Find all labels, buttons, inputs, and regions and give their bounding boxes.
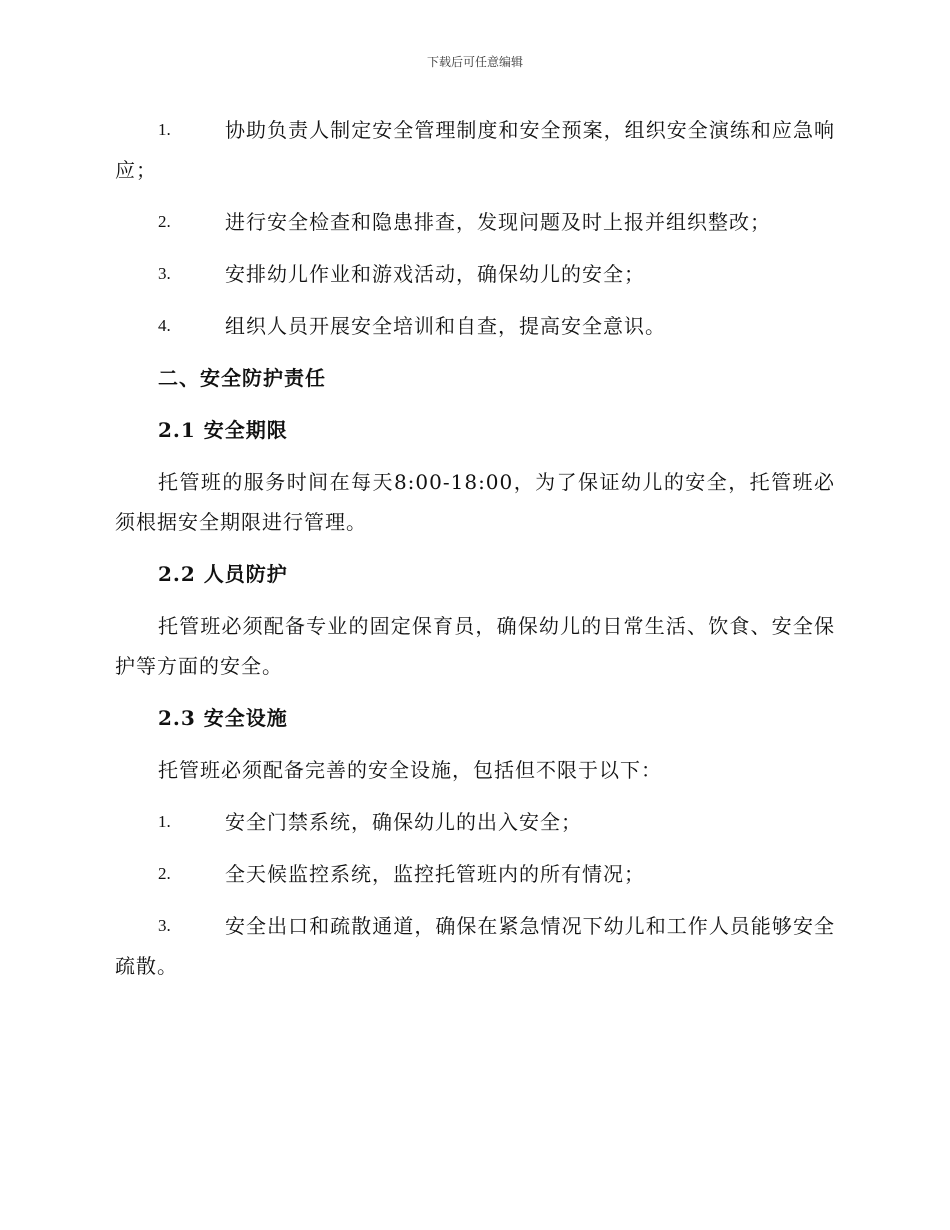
list-item [115,906,835,986]
list-number: 3. [158,916,171,935]
list-text: 进行安全检查和隐患排查，发现问题及时上报并组织整改； [225,210,771,234]
list-item [115,254,835,294]
list-number: 3. [158,264,171,283]
list-item [115,306,835,346]
list-item [115,202,835,242]
list-item [115,854,835,894]
subsection-heading-2-2: 2.2 人员防护 [158,562,288,586]
list-number: 1. [158,812,171,831]
list-number: 2. [158,212,171,231]
paragraph-2-3: 托管班必须配备完善的安全设施，包括但不限于以下： [158,758,662,782]
subsection-heading-2-3: 2.3 安全设施 [158,706,288,730]
list-text: 安全门禁系统，确保幼儿的出入安全； [225,810,582,834]
document-body [115,110,835,998]
list-text: 协助负责人制定安全管理制度和安全预案，组织安全演练和应急响应； [115,118,835,182]
page-header: 下载后可任意编辑 [426,55,523,69]
paragraph-2-1: 托管班的服务时间在每天8:00-18:00，为了保证幼儿的安全，托管班必须根据安全期限进行管理。 [115,470,835,534]
list-item [115,802,835,842]
section-heading: 二、安全防护责任 [158,366,326,390]
list-text: 安全出口和疏散通道，确保在紧急情况下幼儿和工作人员能够安全疏散。 [115,914,835,978]
list-text: 组织人员开展安全培训和自查，提高安全意识。 [225,314,666,338]
list-text: 全天候监控系统，监控托管班内的所有情况； [225,862,645,886]
list-item [115,110,835,190]
subsection-heading-2-1: 2.1 安全期限 [158,418,288,442]
list-number: 1. [158,120,171,139]
list-number: 2. [158,864,171,883]
list-number: 4. [158,316,171,335]
list-text: 安排幼儿作业和游戏活动，确保幼儿的安全； [225,262,645,286]
paragraph-2-2: 托管班必须配备专业的固定保育员，确保幼儿的日常生活、饮食、安全保护等方面的安全。 [115,614,835,678]
